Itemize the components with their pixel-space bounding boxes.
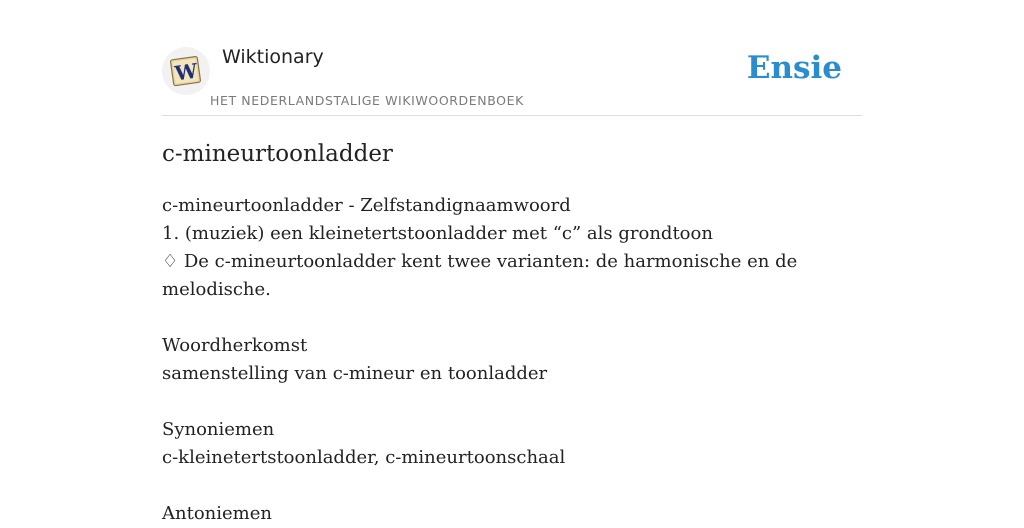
wiktionary-logo-icon[interactable]	[162, 47, 210, 95]
spacer	[162, 304, 802, 332]
example-line: ♢ De c-mineurtoonladder kent twee varianten: de harmonische en de melodische.	[162, 251, 798, 300]
spacer	[162, 472, 802, 500]
svg-text:W: W	[173, 58, 199, 86]
spacer	[162, 388, 802, 416]
etymology-text: samenstelling van c-mineur en toonladder	[162, 363, 548, 384]
etymology-heading: Woordherkomst	[162, 335, 308, 356]
wiktionary-tile-icon	[169, 54, 203, 88]
antonyms-heading: Antoniemen	[162, 503, 272, 524]
definition-line: 1. (muziek) een kleinetertstoonladder met “c” als grondtoon	[162, 223, 713, 244]
site-tagline: HET NEDERLANDSTALIGE WIKIWOORDENBOEK	[210, 93, 524, 108]
site-header	[162, 40, 862, 116]
brand-name[interactable]: Wiktionary	[222, 46, 324, 68]
word-type-line: c-mineurtoonladder - Zelfstandignaamwoord	[162, 195, 571, 216]
synonyms-text: c-kleinetertstoonladder, c-mineurtoonschaal	[162, 447, 566, 468]
ensie-link[interactable]: Ensie	[746, 50, 842, 86]
page-title: c-mineurtoonladder	[162, 141, 393, 167]
synonyms-heading: Synoniemen	[162, 419, 275, 440]
entry-content	[162, 192, 802, 528]
